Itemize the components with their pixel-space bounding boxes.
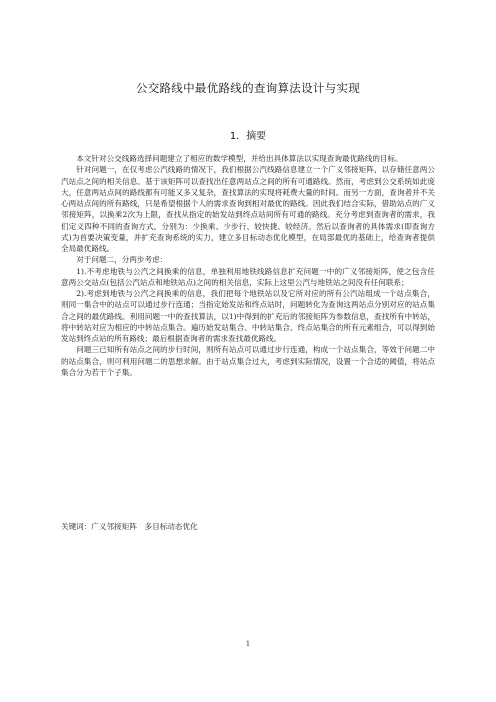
- paragraph: 2).考虑到地铁与公汽之间换乘的信息，我们把每个地铁站以及它所对应的所有公汽站组成一个站点集合，则同一集合中的站点可以通过步行连通；当指定始发站和终点站时，问题转化为查询这两站点分别对应的站点集合之间的最优路线。利用问题一中的查找算法，以1)中得到的扩充后的邻接矩阵为参数信息，查找所有中转站，将中转站对应为相应的中转站点集合。遍历始发站集合、中转站集合、终点站集合的所有元素组合，可以得到始发站到终点站的所有路线；最后根据查询者的需求查找最优路线。: [61, 289, 435, 343]
- paragraph: 问题三已知所有站点之间的步行时间，则所有站点可以通过步行连通，构成一个站点集合，等效于问题二中的站点集合，则可利用问题二的思想求解。由于站点集合过大，考虑到实际情况，设置一个合适的阈值，将站点集合分为若干个子集。: [61, 345, 435, 377]
- document-title: 公交路线中最优路线的查询算法设计与实现: [135, 81, 361, 95]
- paragraph: 1).不考虑地铁与公汽之间换乘的信息，单独利用地铁线路信息扩充问题一中的广义邻接矩阵，使之包含任意两公交站点(包括公汽站点和地铁站点)之间的相关信息，实际上这里公汽与地铁站之间没有任何联系；: [61, 266, 435, 287]
- abstract-body: [61, 153, 435, 378]
- paragraph: 本文针对公交线路选择问题建立了相应的数学模型，并给出具体算法以实现查询最优路线的目标。: [76, 154, 403, 163]
- page-number: 1: [245, 640, 251, 648]
- keywords-line: 关键词：广义邻接矩阵 多目标动态优化: [61, 522, 198, 531]
- paragraph: 对于问题二，分两步考虑：: [76, 255, 168, 265]
- section-heading: 1．摘要: [229, 131, 267, 142]
- paragraph: 针对问题一，在仅考虑公汽线路的情况下，我们根据公汽线路信息建立一个广义邻接矩阵，以存储任意两公汽站点之间的相关信息。基于该矩阵可以查找出任意两站点之间的所有可通路线。然而，考虑到公交系统如此庞大，任意两站点间的路线都有可能又多又复杂，查找算法的实现将耗费大量的时间。而另一方面，查询者并不关心两站点间的所有路线，只是希望根据个人的需求查询到相对最优的路线。因此我们结合实际，借助站点的广义邻接矩阵，以换乘2次为上限，查找从指定的始发站到终点站间所有可通的路线。充分考虑到查询者的需求，我们定义四种不同的查询方式，分别为：少换乘、少步行、较快捷、较经济。然后以查询者的具体需求(即查询方式)为首要决策变量，并扩充查询系统的实力，建立多目标动态优化模型，在局部最优的基础上，给查询者提供全局最优路线。: [61, 165, 435, 253]
